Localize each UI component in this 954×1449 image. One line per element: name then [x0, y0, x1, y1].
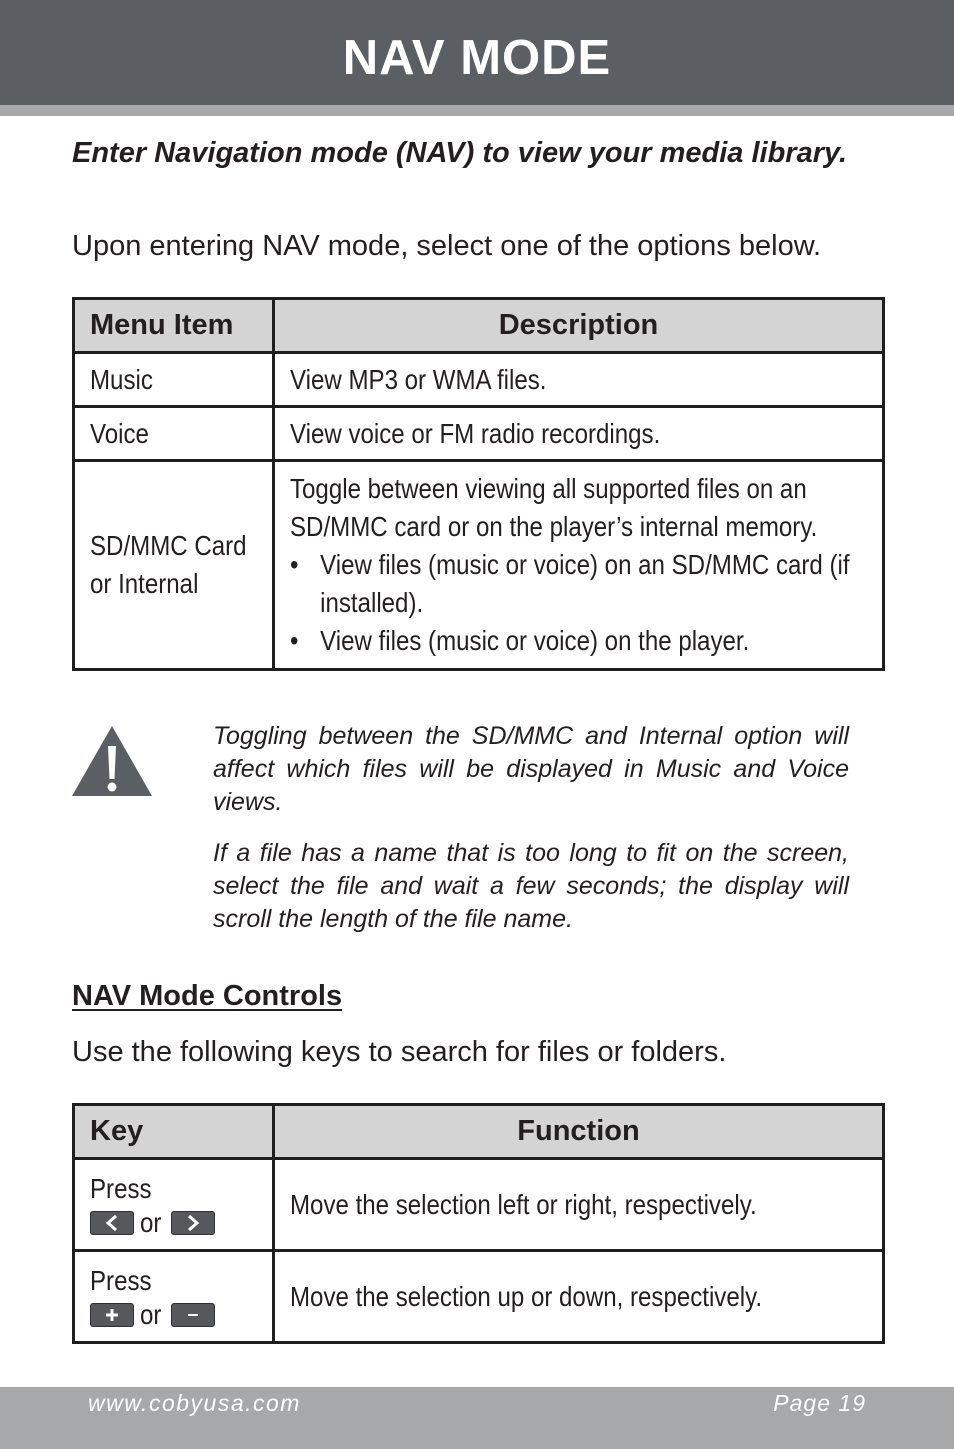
right-arrow-key-icon — [171, 1211, 215, 1235]
description-header: Description — [274, 299, 884, 353]
description-music: View MP3 or WMA files. — [290, 363, 547, 395]
list-item: • View files (music or voice) on an SD/MMC card (if installed). — [290, 546, 866, 622]
function-header: Function — [274, 1105, 884, 1159]
list-item: • View files (music or voice) on the player. — [290, 622, 866, 660]
or-label: or — [140, 1299, 162, 1331]
controls-table — [72, 1103, 885, 1344]
page-title: NAV MODE — [342, 30, 612, 85]
description-cell — [274, 407, 884, 461]
intro-heading: Enter Navigation mode (NAV) to view your media library. — [72, 137, 848, 169]
table-row — [74, 407, 884, 461]
press-label: Press — [90, 1172, 152, 1204]
key-cell — [74, 1159, 274, 1251]
or-label: or — [140, 1207, 162, 1239]
menu-table-header — [74, 299, 884, 353]
menu-item-cell — [74, 353, 274, 407]
table-row — [74, 1251, 884, 1343]
description-cell — [274, 461, 884, 670]
press-label: Press — [90, 1264, 152, 1296]
plus-key-icon — [90, 1303, 134, 1327]
menu-item-voice: Voice — [90, 417, 149, 449]
description-sd-mmc: Toggle between viewing all supported files on an SD/MMC card or on the player’s internal memory. — [290, 473, 818, 542]
controls-table-header — [74, 1105, 884, 1159]
menu-item-sd-mmc: SD/MMC Card or Internal — [90, 530, 247, 599]
table-row — [74, 353, 884, 407]
warning-icon — [70, 724, 154, 798]
function-up-down: Move the selection up or down, respectively. — [290, 1280, 763, 1312]
page-number: Page 19 — [773, 1390, 866, 1416]
note-long-filename: If a file has a name that is too long to fit on the screen, select the file and wait a few seconds; the display will scroll the length of the file name. — [213, 839, 849, 933]
left-arrow-key-icon — [90, 1211, 134, 1235]
header-stripe — [0, 105, 954, 116]
description-cell — [274, 353, 884, 407]
function-left-right: Move the selection left or right, respectively. — [290, 1188, 757, 1220]
footer-url[interactable]: www.cobyusa.com — [88, 1390, 301, 1416]
key-header: Key — [74, 1105, 274, 1159]
minus-key-icon — [171, 1303, 215, 1327]
controls-text: Use the following keys to search for files or folders. — [72, 1036, 727, 1068]
function-cell — [274, 1251, 884, 1343]
intro-text: Upon entering NAV mode, select one of the options below. — [72, 230, 822, 262]
menu-item-music: Music — [90, 363, 153, 395]
menu-item-cell — [74, 407, 274, 461]
key-cell — [74, 1251, 274, 1343]
menu-item-header: Menu Item — [74, 299, 274, 353]
table-row — [74, 461, 884, 670]
controls-heading: NAV Mode Controls — [72, 980, 343, 1012]
header-bar — [0, 0, 954, 105]
function-cell — [274, 1159, 884, 1251]
menu-table — [72, 297, 885, 671]
note-toggle: Toggling between the SD/MMC and Internal option will affect which files will be displayed in Music and Voice views. — [213, 722, 849, 816]
bullet-list — [290, 546, 866, 660]
table-row — [74, 1159, 884, 1251]
menu-item-cell — [74, 461, 274, 670]
description-voice: View voice or FM radio recordings. — [290, 417, 661, 449]
